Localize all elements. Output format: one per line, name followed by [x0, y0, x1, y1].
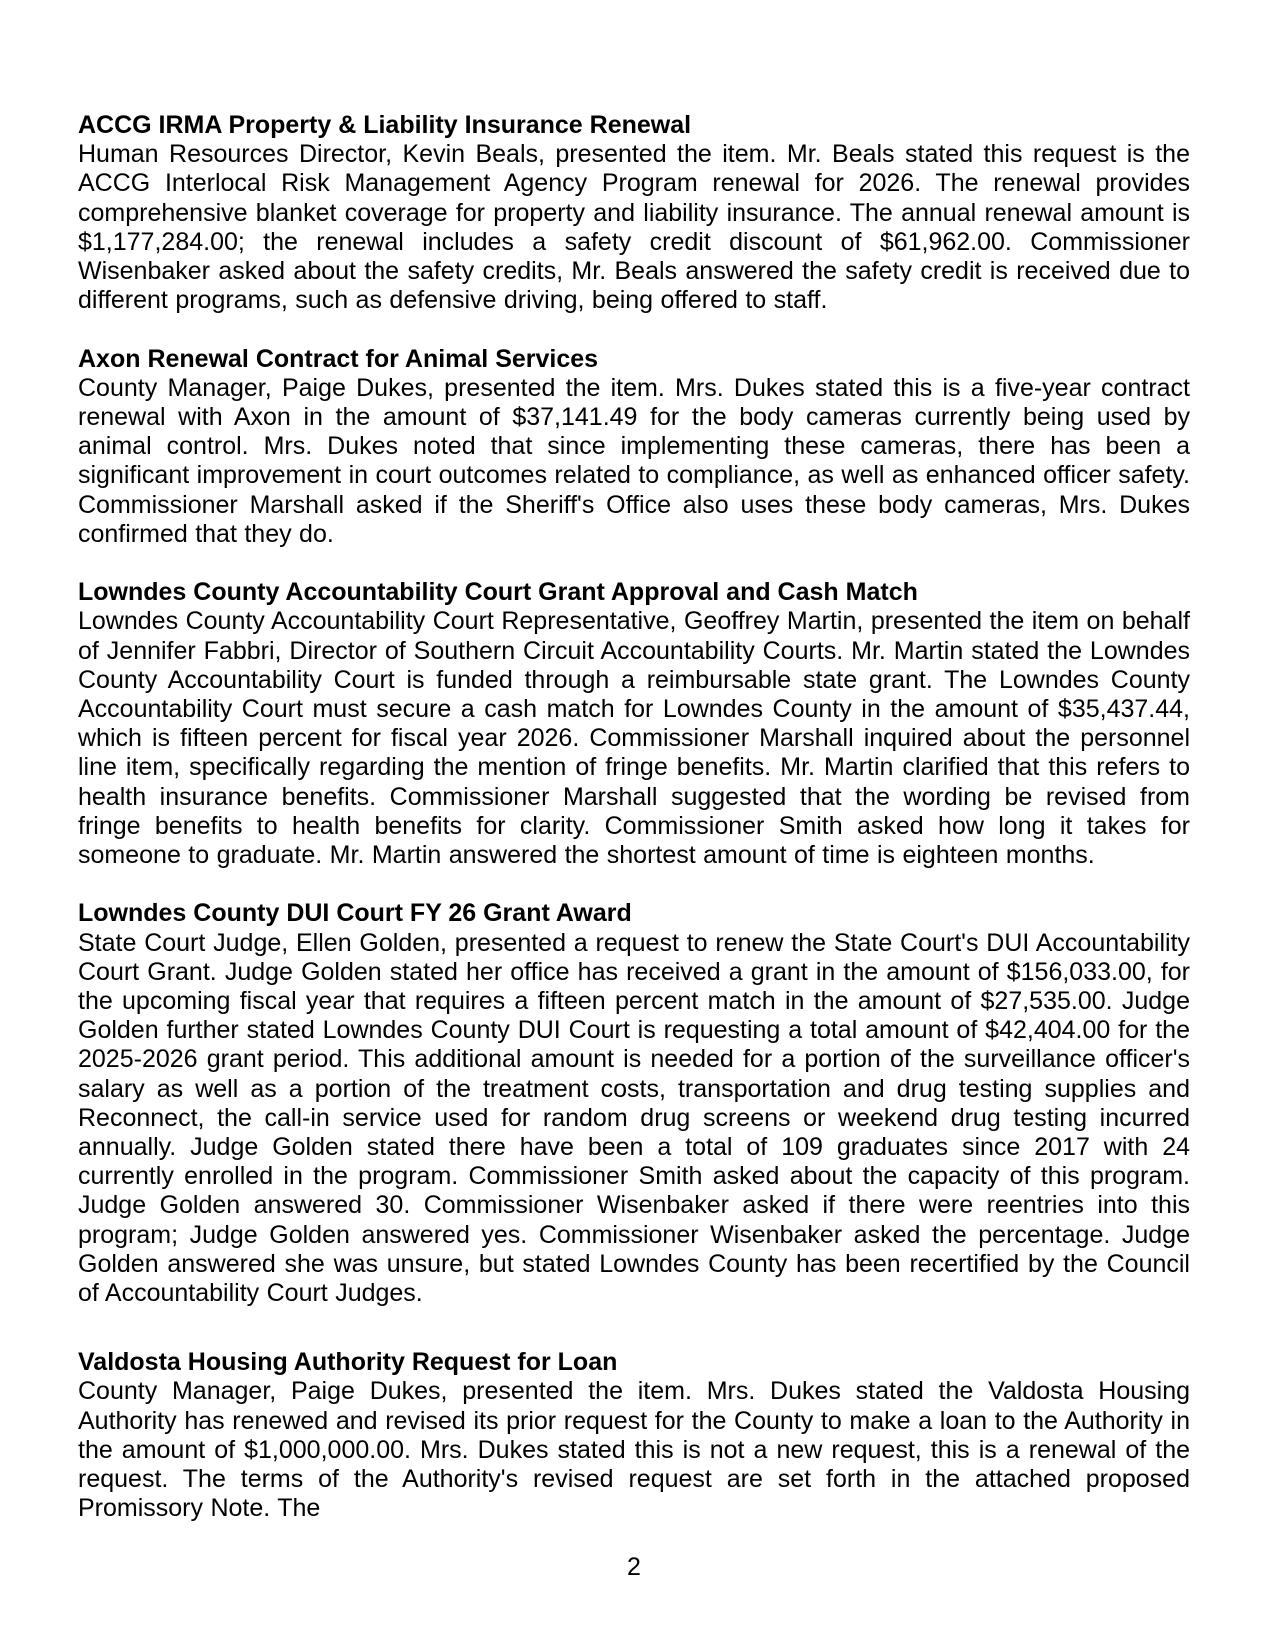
section-body: Lowndes County Accountability Court Representative, Geoffrey Martin, presented the item on behalf of Jennifer Fabbri, Director of Southern Circuit Accountability Courts. Mr. Martin stated the Lowndes County Accountability Court is funded through a reimbursable state grant. The Lowndes County Accountability Court must secure a cash match for Lowndes County in the amount of $35,437.44, which is fifteen percent for fiscal year 2026. Commissioner Marshall inquired about the personnel line item, specifically regarding the mention of fringe benefits. Mr. Martin clarified that this refers to health insurance benefits. Commissioner Marshall suggested that the wording be revised from fringe benefits to health benefits for clarity. Commissioner Smith asked how long it takes for someone to graduate. Mr. Martin answered the shortest amount of time is eighteen months. — [78, 607, 1190, 870]
section-axon-renewal-contract — [78, 345, 1190, 549]
section-heading: Lowndes County Accountability Court Grant Approval and Cash Match — [78, 578, 918, 607]
section-heading: ACCG IRMA Property & Liability Insurance Renewal — [78, 111, 692, 139]
section-body: Human Resources Director, Kevin Beals, presented the item. Mr. Beals stated this request is the ACCG Interlocal Risk Management Agency Program renewal for 2026. The renewal provides comprehensive blanket coverage for property and liability insurance. The annual renewal amount is $1,177,284.00; the renewal includes a safety credit discount of $61,962.00. Commissioner Wisenbaker asked about the safety credits, Mr. Beals answered the safety credit is received due to different programs, such as defensive driving, being offered to staff. — [78, 140, 1190, 315]
section-heading: Lowndes County DUI Court FY 26 Grant Award — [78, 899, 632, 928]
section-body: State Court Judge, Ellen Golden, presented a request to renew the State Court's DUI Accountability Court Grant. Judge Golden stated her office has received a grant in the amount of $156,033.00, for the upcoming fiscal year that requires a fifteen percent match in the amount of $27,535.00. Judge Golden further stated Lowndes County DUI Court is requesting a total amount of $42,404.00 for the 2025-2026 grant period. This additional amount is needed for a portion of the surveillance officer's salary as well as a portion of the treatment costs, transportation and drug testing supplies and Reconnect, the call-in service used for random drug screens or weekend drug testing incurred annually. Judge Golden stated there have been a total of 109 graduates since 2017 with 24 currently enrolled in the program. Commissioner Smith asked about the capacity of this program. Judge Golden answered 30. Commissioner Wisenbaker asked if there were reentries into this program; Judge Golden answered yes. Commissioner Wisenbaker asked the percentage. Judge Golden answered she was unsure, but stated Lowndes County has been recertified by the Council of Accountability Court Judges. — [78, 928, 1190, 1308]
section-heading: Valdosta Housing Authority Request for Loan — [78, 1348, 618, 1377]
section-accg-irma-insurance-renewal — [78, 111, 1190, 315]
section-body: County Manager, Paige Dukes, presented the item. Mrs. Dukes stated this is a five-year contract renewal with Axon in the amount of $37,141.49 for the body cameras currently being used by animal control. Mrs. Dukes noted that since implementing these cameras, there has been a significant improvement in court outcomes related to compliance, as well as enhanced officer safety. Commissioner Marshall asked if the Sheriff's Office also uses these body cameras, Mrs. Dukes confirmed that they do. — [78, 373, 1190, 548]
section-valdosta-housing-loan — [78, 1348, 1190, 1523]
section-body: County Manager, Paige Dukes, presented the item. Mrs. Dukes stated the Valdosta Housing Authority has renewed and revised its prior request for the County to make a loan to the Authority in the amount of $1,000,000.00. Mrs. Dukes stated this is not a new request, this is a renewal of the request. The terms of the Authority's revised request are set forth in the attached proposed Promissory Note. The — [78, 1377, 1190, 1523]
section-dui-court-grant-award — [78, 899, 1190, 1308]
page-number: 2 — [627, 1552, 641, 1581]
section-accountability-court-grant — [78, 578, 1190, 870]
section-heading: Axon Renewal Contract for Animal Services — [78, 344, 599, 373]
document-content — [78, 111, 1190, 1582]
